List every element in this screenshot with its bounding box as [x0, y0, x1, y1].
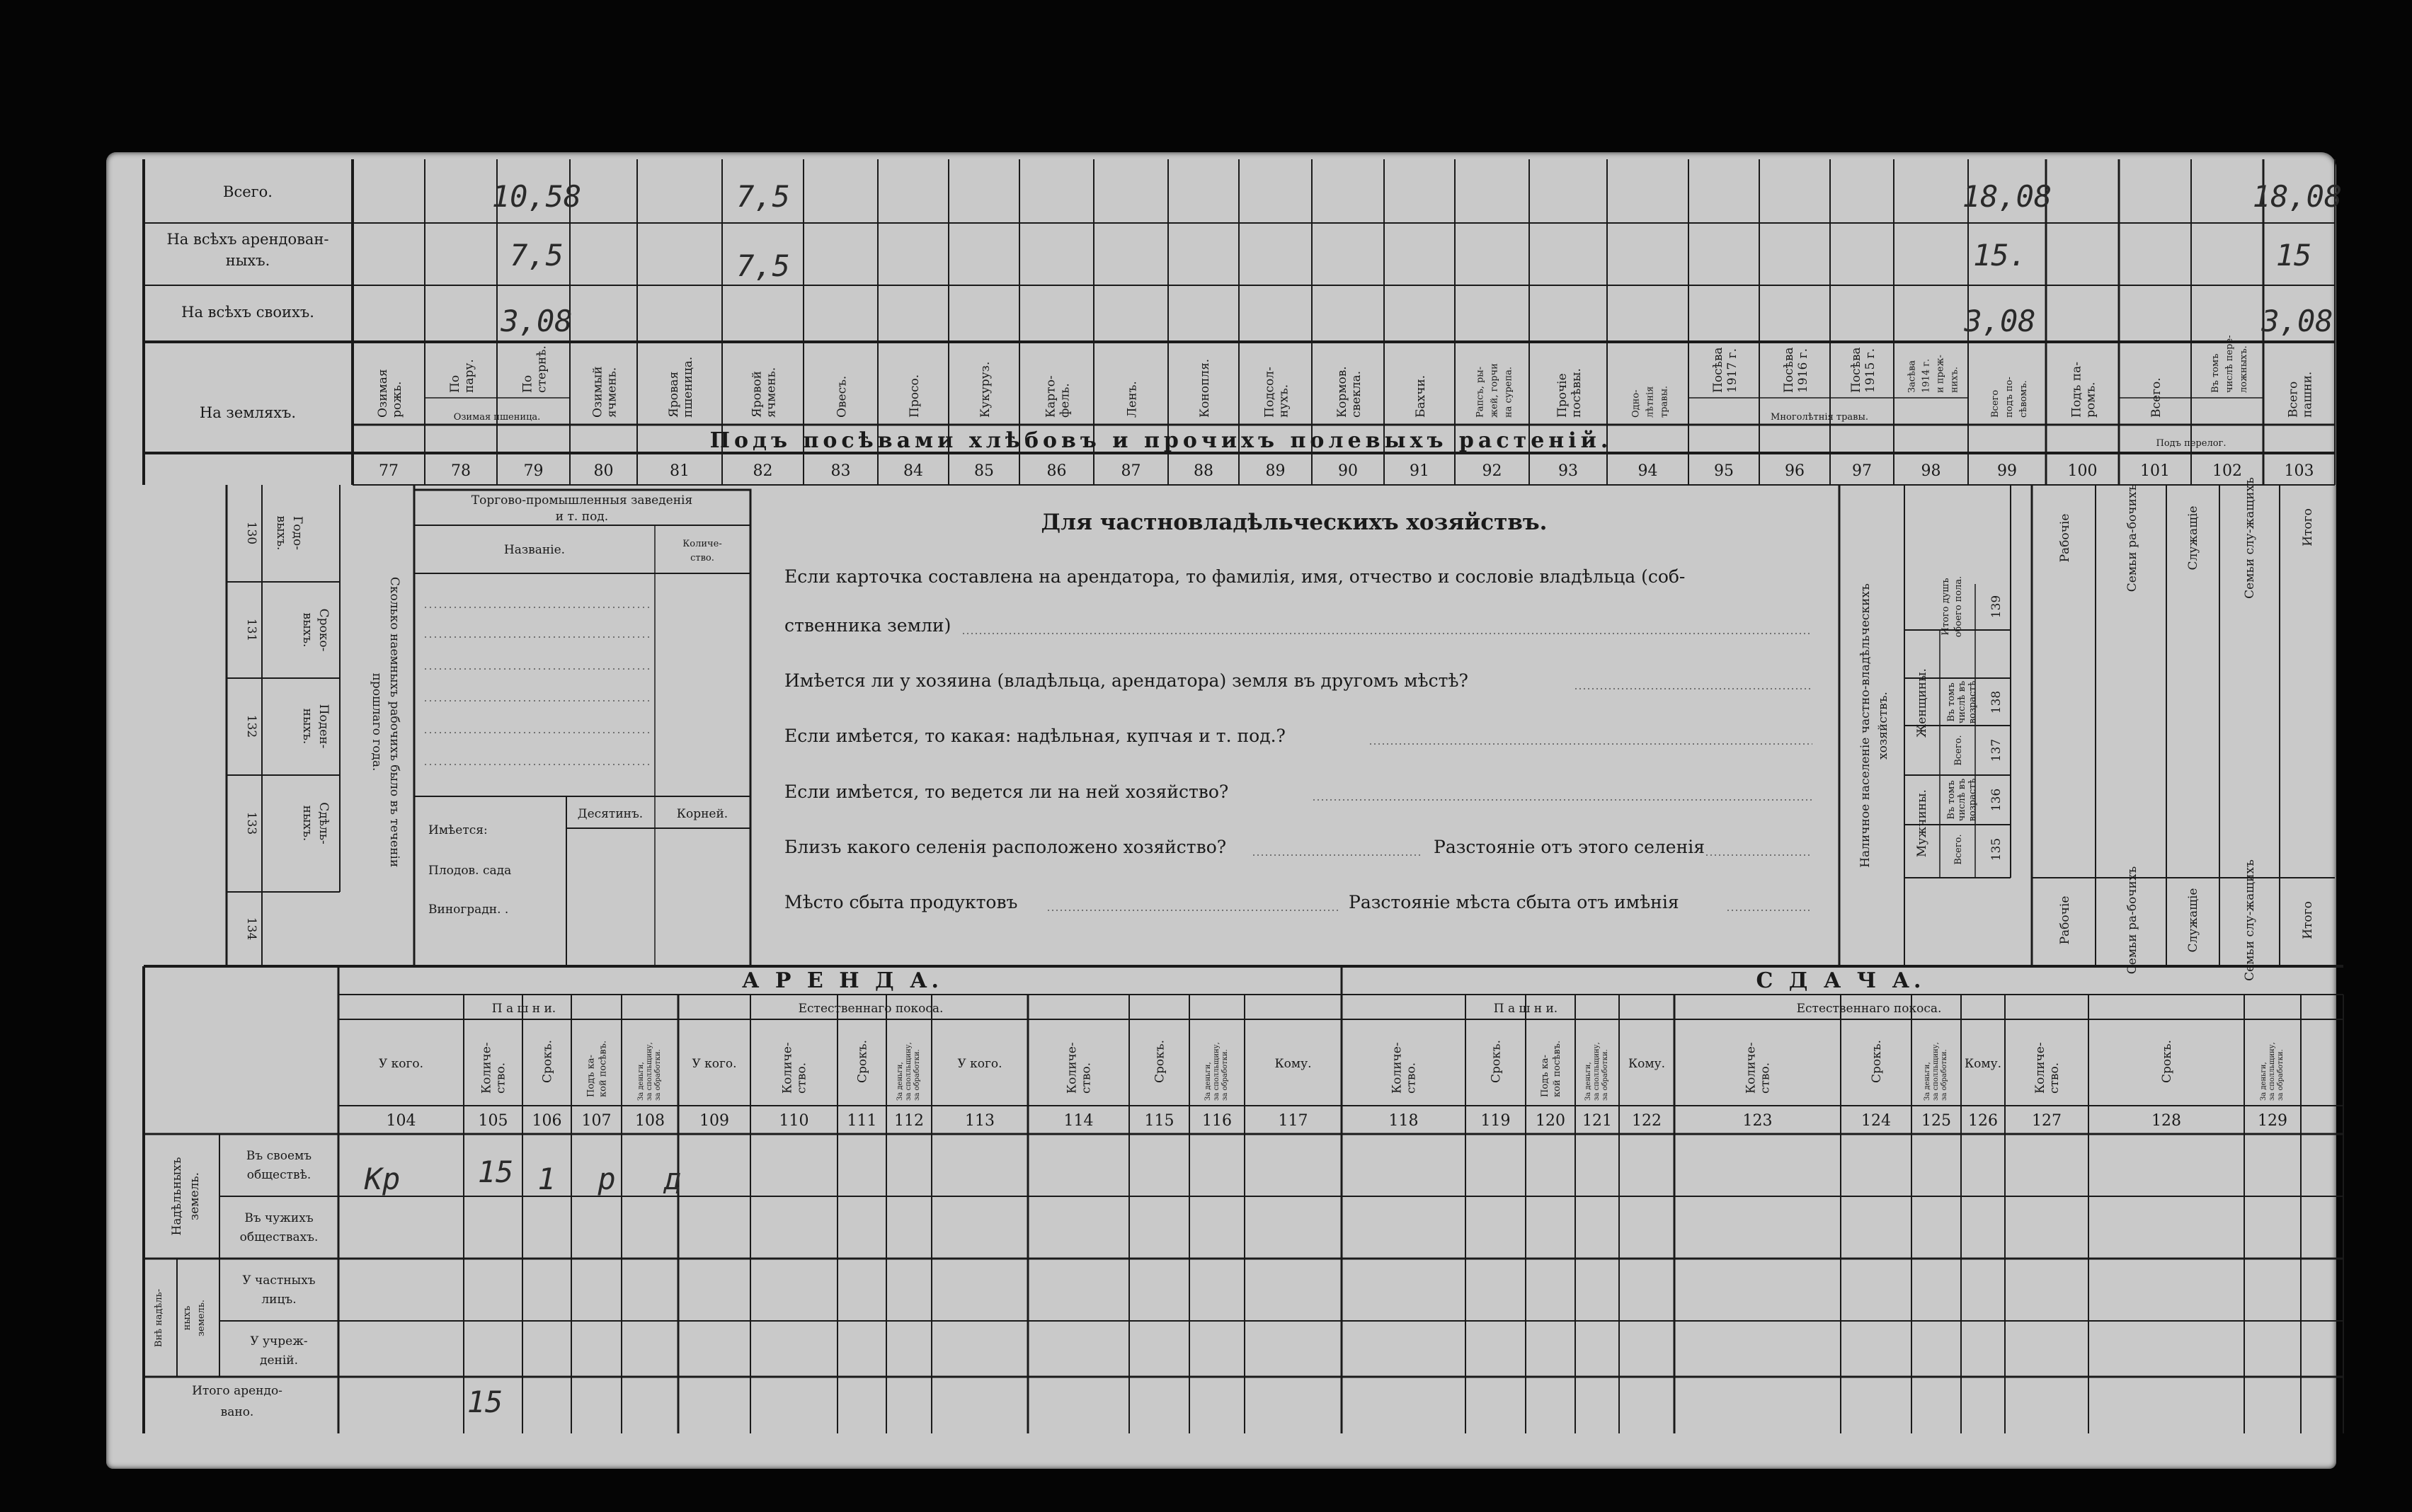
label-own-society-2: обществѣ.	[246, 1168, 311, 1182]
col-num-106: 106	[532, 1112, 562, 1130]
header-payment-112-1: За деньги,	[896, 1062, 904, 1101]
col-num-78: 78	[451, 462, 471, 480]
workers-term-2: выхъ.	[300, 612, 314, 648]
crop-header-99-line-3: сѣвомъ.	[2018, 380, 2029, 418]
col-num-101: 101	[2140, 462, 2170, 480]
col-num-99: 99	[1997, 462, 2017, 480]
lease-row-labels	[154, 1149, 318, 1419]
col-num-117: 117	[1278, 1112, 1308, 1130]
crop-header-80-line-1: Озимый	[590, 366, 605, 418]
header-payment-129-3: за обработки.	[2277, 1049, 2285, 1101]
row-label-total: Всего.	[223, 183, 273, 200]
bottom-grid	[144, 966, 2343, 1433]
staff-employee-families-top: Семьи слу-жащихъ	[2243, 477, 2257, 599]
plantings-desyatin: Десятинъ.	[577, 807, 644, 821]
workers-num-134: 134	[244, 917, 258, 941]
sdacha-meadow: Естественнаго покоса.	[1796, 1002, 1942, 1016]
population-men-total: Всего.	[1953, 834, 1964, 865]
staff-columns	[2058, 477, 2315, 981]
col-num-91: 91	[1410, 462, 1429, 480]
workers-piece-1: Сдѣль-	[316, 802, 331, 844]
header-payment-121-1: За деньги,	[1584, 1062, 1592, 1101]
header-crop-107-1: Подъ ка-	[585, 1055, 597, 1097]
crop-header-88-line-1: Конопля.	[1198, 358, 1212, 418]
crop-header-94-line-1: Одно-	[1630, 389, 1642, 418]
hw-total-99: 18,08	[1962, 179, 2052, 214]
crop-header-98-line-2: 1914 г.	[1921, 358, 1932, 393]
question-market-distance: Разстояніе мѣста сбыта отъ имѣнія	[1349, 892, 1679, 912]
crop-header-80-line-2: ячмень.	[605, 367, 619, 418]
header-payment-108-3: за обработки.	[654, 1049, 662, 1101]
header-qty-123-2: ство.	[1758, 1062, 1773, 1094]
population-num-137: 137	[1989, 738, 2004, 762]
label-allotment-2: земель.	[188, 1172, 202, 1221]
col-num-90: 90	[1338, 462, 1358, 480]
crop-header-102-line-1: Въ томъ	[2210, 353, 2221, 393]
header-who-109: У кого.	[692, 1057, 737, 1071]
col-num-94: 94	[1637, 462, 1658, 480]
header-term-119: Срокъ.	[1489, 1040, 1504, 1083]
workers-num-130: 130	[244, 521, 258, 545]
header-who-113: У кого.	[957, 1057, 1002, 1071]
crop-header-96-line-2: 1916 г.	[1796, 348, 1810, 393]
staff-employees-top: Служащіе	[2186, 505, 2200, 571]
crop-header-102-line-3: ложныхъ.	[2239, 345, 2249, 393]
lease-headers	[379, 1040, 2285, 1101]
col-num-84: 84	[903, 462, 923, 480]
fallow-label: Подъ перелог.	[2156, 438, 2227, 449]
trade-establishments	[428, 493, 728, 917]
col-num-98: 98	[1921, 462, 1941, 480]
col-num-108: 108	[635, 1112, 665, 1130]
crop-header-97-line-1: Посѣва	[1849, 347, 1863, 393]
hw-rented-99: 15.	[1973, 238, 2027, 273]
label-allotment-1: Надѣльныхъ	[170, 1157, 184, 1236]
crop-header-99-line-2: подъ по-	[2004, 377, 2015, 418]
trade-qty-header-2: ство.	[690, 553, 714, 563]
label-institutions-1: У учреж-	[250, 1334, 308, 1348]
col-num-77: 77	[379, 462, 399, 480]
header-qty-127-2: ство.	[2047, 1062, 2062, 1094]
crop-header-102-line-2: числѣ пере-	[2224, 335, 2235, 393]
col-num-120: 120	[1536, 1112, 1565, 1130]
header-to-whom-126: Кому.	[1964, 1057, 2002, 1071]
population-men-age-1: Въ томъ	[1946, 780, 1957, 820]
crop-header-93-line-2: посѣвы.	[1570, 368, 1584, 418]
question-owner-cont: ственника земли)	[784, 615, 951, 636]
population-total-souls-2: обоего пола.	[1953, 575, 1964, 638]
population-num-136: 136	[1989, 788, 2004, 812]
column-numbers-bottom	[387, 1112, 2288, 1130]
perennial-grass-label: Многолѣтнія травы.	[1771, 412, 1868, 423]
question-village-distance: Разстояніе отъ этого селенія	[1434, 837, 1705, 857]
label-total-rented-1: Итого арендо-	[192, 1384, 282, 1398]
hw-own-79: 3,08	[501, 304, 573, 338]
col-num-86: 86	[1046, 462, 1067, 480]
header-payment-129-2: за сполльщину,	[2268, 1042, 2276, 1101]
crop-header-103-line-2: пашни.	[2300, 371, 2315, 418]
workers-question-1: Сколько наемныхъ рабочихъ было въ теченіи	[387, 576, 401, 868]
sown-banner: Подъ посѣвами хлѣбовъ и прочихъ полевыхъ растеній.	[709, 428, 1613, 453]
crop-header-91-line-1: Бахчи.	[1414, 374, 1428, 418]
sdacha-arable: П а ш н и.	[1493, 1002, 1558, 1016]
trade-qty-header-1: Количе-	[682, 539, 722, 549]
crop-header-90-line-1: Кормов.	[1335, 366, 1349, 418]
header-qty-110-2: ство.	[794, 1062, 809, 1094]
staff-total-bottom: Итого	[2301, 901, 2315, 939]
crop-header-92-line-3: на сурепа.	[1503, 366, 1514, 418]
label-other-society-2: обществахъ.	[239, 1230, 319, 1244]
header-payment-125-2: за сполльщину,	[1932, 1042, 1940, 1101]
private-farms	[784, 510, 1812, 912]
label-non-allotment-3: земель.	[196, 1299, 207, 1337]
crop-header-89-line-1: Подсол-	[1262, 367, 1277, 418]
crop-headers	[376, 335, 2315, 418]
workers-daily-2: ныхъ.	[300, 708, 314, 745]
population	[1858, 576, 2004, 868]
plantings-orchard: Плодов. сада	[428, 864, 512, 878]
col-num-129: 129	[2258, 1112, 2287, 1130]
crop-header-86-line-1: Карто-	[1044, 375, 1058, 418]
header-qty-105-2: ство.	[493, 1062, 508, 1094]
crop-header-93-line-1: Прочіе	[1555, 373, 1570, 418]
header-payment-108-2: за сполльщину,	[646, 1042, 653, 1101]
col-num-102: 102	[2212, 462, 2242, 480]
col-num-126: 126	[1968, 1112, 1998, 1130]
crop-header-94-line-3: травы.	[1659, 385, 1670, 418]
crop-header-103-line-1: Всего	[2286, 381, 2301, 418]
crop-header-86-line-2: фель.	[1058, 383, 1073, 418]
workers-annual-2: выхъ.	[274, 515, 288, 551]
hw-total-82: 7,5	[736, 179, 790, 214]
header-payment-121-3: за обработки.	[1601, 1049, 1609, 1101]
question-village: Близъ какого селенія расположено хозяйство?	[784, 837, 1227, 857]
header-payment-116-2: за сполльщину,	[1213, 1042, 1221, 1101]
col-num-119: 119	[1480, 1112, 1511, 1130]
crop-header-96-line-1: Посѣва	[1782, 347, 1796, 393]
crop-header-95-line-2: 1917 г.	[1725, 348, 1739, 393]
label-private-persons-2: лицъ.	[261, 1293, 297, 1307]
label-institutions-2: деній.	[259, 1353, 299, 1368]
crop-header-78-line-2: пару.	[462, 359, 476, 393]
hw-rented-103: 15	[2275, 238, 2312, 273]
plantings-roots: Корней.	[676, 807, 728, 821]
col-num-82: 82	[753, 462, 773, 480]
label-non-allotment-2: ныхъ	[182, 1305, 193, 1331]
hired-workers	[244, 516, 401, 941]
header-qty-118-1: Количе-	[1390, 1042, 1405, 1094]
header-payment-116-1: За деньги,	[1204, 1062, 1212, 1101]
header-term-115: Срокъ.	[1153, 1040, 1167, 1083]
workers-num-131: 131	[244, 618, 258, 642]
crop-header-101-line-1: Всего.	[2149, 377, 2164, 418]
question-market: Мѣсто сбыта продуктовъ	[784, 892, 1018, 912]
col-num-89: 89	[1265, 462, 1286, 480]
crop-header-78-line-1: По	[448, 374, 462, 393]
header-qty-114-2: ство.	[1079, 1062, 1094, 1094]
workers-daily-1: Поден-	[316, 704, 331, 749]
col-num-92: 92	[1482, 462, 1502, 480]
col-num-95: 95	[1714, 462, 1734, 480]
crop-header-94-line-2: лѣтнія	[1645, 386, 1656, 418]
col-num-123: 123	[1742, 1112, 1773, 1130]
header-who-104: У кого.	[378, 1057, 424, 1071]
hw-total-79: 10,58	[491, 179, 582, 214]
column-numbers-top	[379, 462, 2314, 480]
row-label-on-lands: На земляхъ.	[199, 404, 297, 421]
label-private-persons-1: У частныхъ	[242, 1273, 316, 1288]
trade-title-1: Торгово-промышленныя заведенія	[471, 493, 693, 508]
population-women-age-3: возрастѣ	[1967, 680, 1978, 724]
col-num-116: 116	[1202, 1112, 1232, 1130]
sdacha-title: С Д А Ч А.	[1756, 968, 1926, 993]
arenda-meadow: Естественнаго покоса.	[798, 1002, 944, 1016]
header-payment-116-3: за обработки.	[1221, 1049, 1229, 1101]
hw-own-103: 3,08	[2261, 304, 2333, 338]
staff-worker-families-top: Семьи ра-бочихъ	[2125, 483, 2139, 592]
col-num-127: 127	[2032, 1112, 2062, 1130]
workers-term-1: Сроко-	[316, 608, 331, 652]
workers-annual-1: Годо-	[290, 516, 304, 550]
crop-header-85-line-1: Кукуруз.	[978, 361, 993, 418]
staff-employee-families-bottom: Семьи слу-жащихъ	[2243, 859, 2257, 981]
population-total-souls-1: Итого душъ	[1941, 578, 1951, 636]
population-women: Женщины.	[1915, 668, 1929, 738]
population-women-age-2: числѣ въ	[1957, 680, 1967, 724]
col-num-96: 96	[1785, 462, 1805, 480]
header-qty-127-1: Количе-	[2033, 1042, 2047, 1094]
header-payment-129-1: За деньги,	[2260, 1062, 2268, 1101]
col-num-115: 115	[1144, 1112, 1174, 1130]
staff-workers-bottom: Рабочіе	[2058, 895, 2072, 945]
crop-header-89-line-2: нухъ.	[1276, 384, 1291, 418]
hw-own-society-sown: р	[598, 1162, 616, 1196]
label-total-rented-2: вано.	[220, 1405, 254, 1419]
header-payment-125-1: За деньги,	[1924, 1062, 1931, 1101]
crop-header-83-line-1: Овесъ.	[835, 375, 850, 418]
plantings-vineyard: Виноградн. .	[428, 903, 509, 917]
col-num-113: 113	[965, 1112, 995, 1130]
header-qty-110-1: Количе-	[780, 1042, 795, 1094]
row-label-rented-1: На всѣхъ арендован-	[166, 231, 329, 248]
col-num-107: 107	[581, 1112, 612, 1130]
hw-own-society-who: Кр	[364, 1162, 401, 1196]
header-crop-107-2: кой посѣвъ.	[598, 1040, 609, 1097]
hw-rented-79: 7,5	[510, 238, 564, 273]
col-num-87: 87	[1121, 462, 1141, 480]
header-payment-125-3: за обработки.	[1941, 1049, 1948, 1101]
crop-header-98-line-1: Засѣва	[1907, 360, 1918, 393]
header-qty-114-1: Количе-	[1065, 1042, 1080, 1094]
crop-header-98-line-3: и преж-	[1935, 355, 1946, 393]
header-qty-105-1: Количе-	[479, 1042, 494, 1094]
crop-header-77-line-1: Озимая	[376, 369, 390, 418]
question-other-land: Имѣется ли у хозяина (владѣльца, арендатора) земля въ другомъ мѣстѣ?	[784, 670, 1468, 691]
col-num-128: 128	[2151, 1112, 2181, 1130]
col-num-85: 85	[974, 462, 994, 480]
header-term-128: Срокъ.	[2160, 1040, 2174, 1083]
trade-name-header: Названіе.	[503, 543, 566, 557]
crop-header-98-line-4: нихъ.	[1949, 366, 1960, 393]
header-term-106: Срокъ.	[540, 1040, 555, 1083]
population-women-total: Всего.	[1953, 735, 1964, 766]
col-num-118: 118	[1388, 1112, 1419, 1130]
population-women-age-1: Въ томъ	[1946, 682, 1957, 722]
crop-header-100-line-1: Подъ па-	[2069, 362, 2084, 418]
arenda-arable: П а ш н и.	[491, 1002, 556, 1016]
question-farming: Если имѣется, то ведется ли на ней хозяйство?	[784, 781, 1229, 802]
col-num-93: 93	[1558, 462, 1578, 480]
col-num-80: 80	[593, 462, 614, 480]
col-num-81: 81	[670, 462, 690, 480]
hw-total-103: 18,08	[2252, 179, 2343, 214]
staff-worker-families-bottom: Семьи ра-бочихъ	[2125, 866, 2139, 975]
crop-header-100-line-2: ромъ.	[2084, 382, 2098, 418]
crop-header-95-line-1: Посѣва	[1711, 347, 1725, 393]
hw-own-society-qty: 15	[477, 1155, 514, 1189]
col-num-79: 79	[523, 462, 544, 480]
population-men: Мужчины.	[1915, 789, 1929, 857]
winter-wheat-label: Озимая пшеница.	[453, 412, 541, 423]
crop-header-92-line-1: Рапсъ, ры-	[1475, 366, 1486, 418]
hw-total-rented-qty: 15	[467, 1385, 503, 1419]
population-title-2: хозяйствъ.	[1876, 692, 1890, 760]
crop-header-82-line-2: ячмень.	[764, 367, 779, 418]
workers-question-2: прошлаго года.	[370, 672, 384, 772]
header-crop-120-2: кой посѣвъ.	[1552, 1040, 1562, 1097]
crop-header-87-line-1: Ленъ.	[1125, 381, 1140, 418]
crop-header-79-line-1: По	[520, 374, 535, 393]
population-num-139: 139	[1989, 595, 2004, 619]
private-title: Для частновладѣльческихъ хозяйствъ.	[1041, 510, 1548, 535]
staff-workers-top: Рабочіе	[2058, 513, 2072, 563]
crop-header-81-line-1: Яровая	[667, 371, 681, 418]
question-owner: Если карточка составлена на арендатора, то фамилія, имя, отчество и сословіе владѣльца (соб-	[784, 566, 1686, 587]
col-num-83: 83	[830, 462, 851, 480]
header-to-whom-117: Кому.	[1274, 1057, 1312, 1071]
population-num-138: 138	[1989, 690, 2004, 714]
col-num-110: 110	[779, 1112, 809, 1130]
col-num-112: 112	[894, 1112, 924, 1130]
workers-piece-2: ныхъ.	[300, 805, 314, 842]
question-land-type: Если имѣется, то какая: надѣльная, купчая и т. под.?	[784, 726, 1286, 746]
row-label-own: На всѣхъ своихъ.	[181, 304, 314, 321]
col-num-100: 100	[2067, 462, 2098, 480]
crop-header-82-line-1: Яровой	[750, 371, 765, 418]
header-qty-118-2: ство.	[1404, 1062, 1419, 1094]
header-term-111: Срокъ.	[855, 1040, 870, 1083]
staff-total-top: Итого	[2301, 508, 2315, 546]
hw-own-society-pay: д	[663, 1162, 682, 1196]
header-payment-121-2: за сполльщину,	[1593, 1042, 1601, 1101]
population-men-age-3: возрастѣ	[1967, 778, 1978, 822]
plantings-has: Имѣется:	[428, 823, 488, 837]
col-num-111: 111	[847, 1112, 877, 1130]
population-men-age-2: числѣ въ	[1957, 778, 1967, 822]
header-qty-123-1: Количе-	[1744, 1042, 1759, 1094]
hw-own-99: 3,08	[1964, 304, 2036, 338]
header-payment-112-2: за сполльщину,	[905, 1042, 913, 1101]
crop-header-79-line-2: стернѣ.	[535, 345, 549, 393]
population-title-1: Наличное населеніе частно-владѣльческихъ	[1858, 583, 1873, 868]
crop-header-97-line-2: 1915 г.	[1863, 348, 1877, 393]
col-num-125: 125	[1921, 1112, 1951, 1130]
hw-rented-82: 7,5	[736, 248, 790, 283]
hw-own-society-term: 1	[537, 1162, 556, 1196]
crop-header-84-line-1: Просо.	[908, 374, 922, 418]
population-num-135: 135	[1989, 837, 2004, 861]
col-num-104: 104	[386, 1112, 416, 1130]
col-num-97: 97	[1852, 462, 1872, 480]
arenda-title: А Р Е Н Д А.	[742, 968, 943, 993]
col-num-109: 109	[699, 1112, 729, 1130]
row-label-rented-2: ныхъ.	[225, 252, 270, 269]
workers-num-132: 132	[244, 714, 258, 738]
crop-header-81-line-2: пшеница.	[681, 356, 695, 418]
col-num-88: 88	[1194, 462, 1213, 480]
crop-header-77-line-2: рожь.	[390, 381, 404, 418]
handwritten-top	[492, 179, 2342, 338]
col-num-114: 114	[1063, 1112, 1094, 1130]
col-num-105: 105	[478, 1112, 508, 1130]
header-crop-120-1: Подъ ка-	[1540, 1055, 1550, 1097]
header-to-whom-122: Кому.	[1628, 1057, 1666, 1071]
col-num-124: 124	[1861, 1112, 1891, 1130]
trade-title-2: и т. под.	[555, 510, 609, 524]
staff-employees-bottom: Служащіе	[2186, 888, 2200, 953]
col-num-103: 103	[2284, 462, 2314, 480]
col-num-122: 122	[1632, 1112, 1662, 1130]
crop-header-90-line-2: свекла.	[1349, 370, 1364, 418]
workers-num-133: 133	[244, 811, 258, 835]
col-num-121: 121	[1582, 1112, 1612, 1130]
header-payment-108-1: За деньги,	[637, 1062, 645, 1101]
label-non-allotment-1: Внѣ надѣль-	[154, 1288, 164, 1348]
crop-header-92-line-2: жей, горчи	[1489, 363, 1500, 418]
header-payment-112-3: за обработки.	[913, 1049, 921, 1101]
label-own-society-1: Въ своемъ	[246, 1149, 312, 1163]
label-other-society-1: Въ чужихъ	[244, 1211, 314, 1225]
crop-header-99-line-1: Всего	[1990, 389, 2001, 418]
header-term-124: Срокъ.	[1870, 1040, 1884, 1083]
